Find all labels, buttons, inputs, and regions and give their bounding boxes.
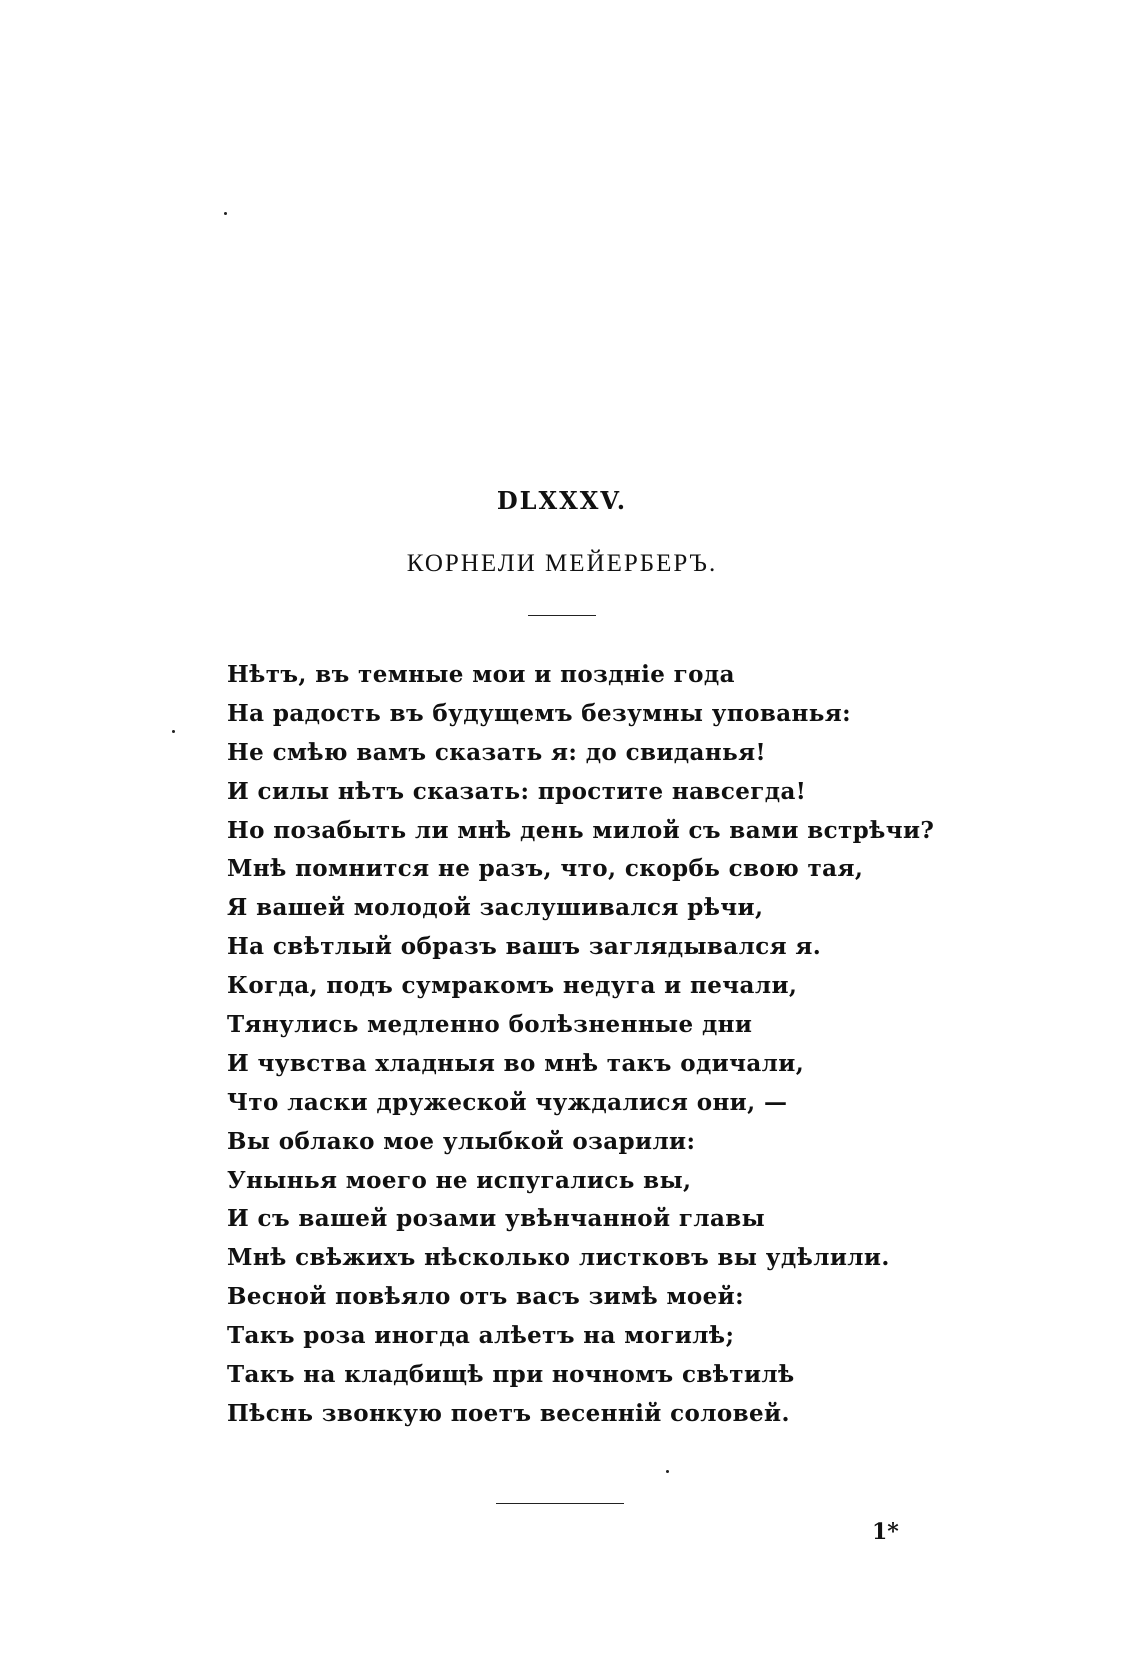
page-marker: 1*: [872, 1519, 899, 1545]
print-speck: [172, 730, 175, 733]
poem-line: Мнѣ помнится не разъ, что, скорбь свою тая,: [227, 855, 864, 883]
poem-line: И чувства хладныя во мнѣ такъ одичали,: [227, 1049, 805, 1077]
poem-title: КОРНЕЛИ МЕЙЕРБЕРЪ.: [406, 550, 718, 577]
poem-line: Унынья моего не испугались вы,: [227, 1166, 692, 1194]
poem-line: Такъ на кладбищѣ при ночномъ свѣтилѣ: [227, 1361, 795, 1389]
poem-line: Нѣтъ, въ темные мои и поздніе года: [227, 661, 735, 688]
poem-line: На радость въ будущемъ безумны упованья:: [227, 699, 852, 727]
poem-line: Весной повѣяло отъ васъ зимѣ моей:: [227, 1283, 744, 1311]
poem-number: DLXXXV.: [496, 486, 628, 515]
title-rule: [528, 615, 596, 616]
poem-line: Пѣснь звонкую поетъ весенній соловей.: [227, 1399, 790, 1427]
poem-line: Не смѣю вамъ сказать я: до свиданья!: [227, 738, 766, 766]
poem-line: На свѣтлый образъ вашъ заглядывался я.: [227, 933, 822, 961]
poem-line: Когда, подъ сумракомъ недуга и печали,: [227, 972, 798, 1000]
print-speck: [666, 1470, 669, 1473]
poem-body: [227, 656, 934, 1434]
poem-line: И съ вашей розами увѣнчанной главы: [227, 1205, 766, 1233]
end-rule: [496, 1503, 624, 1504]
poem-line: Что ласки дружеской чуждалися они, —: [227, 1088, 788, 1116]
poem-line: Вы облако мое улыбкой озарили:: [227, 1127, 696, 1155]
poem-line: Мнѣ свѣжихъ нѣсколько листковъ вы удѣлили.: [227, 1244, 890, 1272]
poem-line: Но позабыть ли мнѣ день милой съ вами встрѣчи?: [227, 816, 935, 844]
print-speck: [224, 212, 227, 215]
poem-line: И силы нѣтъ сказать: простите навсегда!: [227, 777, 807, 805]
poem-line: Тянулись медленно болѣзненные дни: [227, 1011, 753, 1039]
poem-line: Я вашей молодой заслушивался рѣчи,: [227, 894, 764, 922]
poem-line: Такъ роза иногда алѣетъ на могилѣ;: [227, 1322, 735, 1350]
